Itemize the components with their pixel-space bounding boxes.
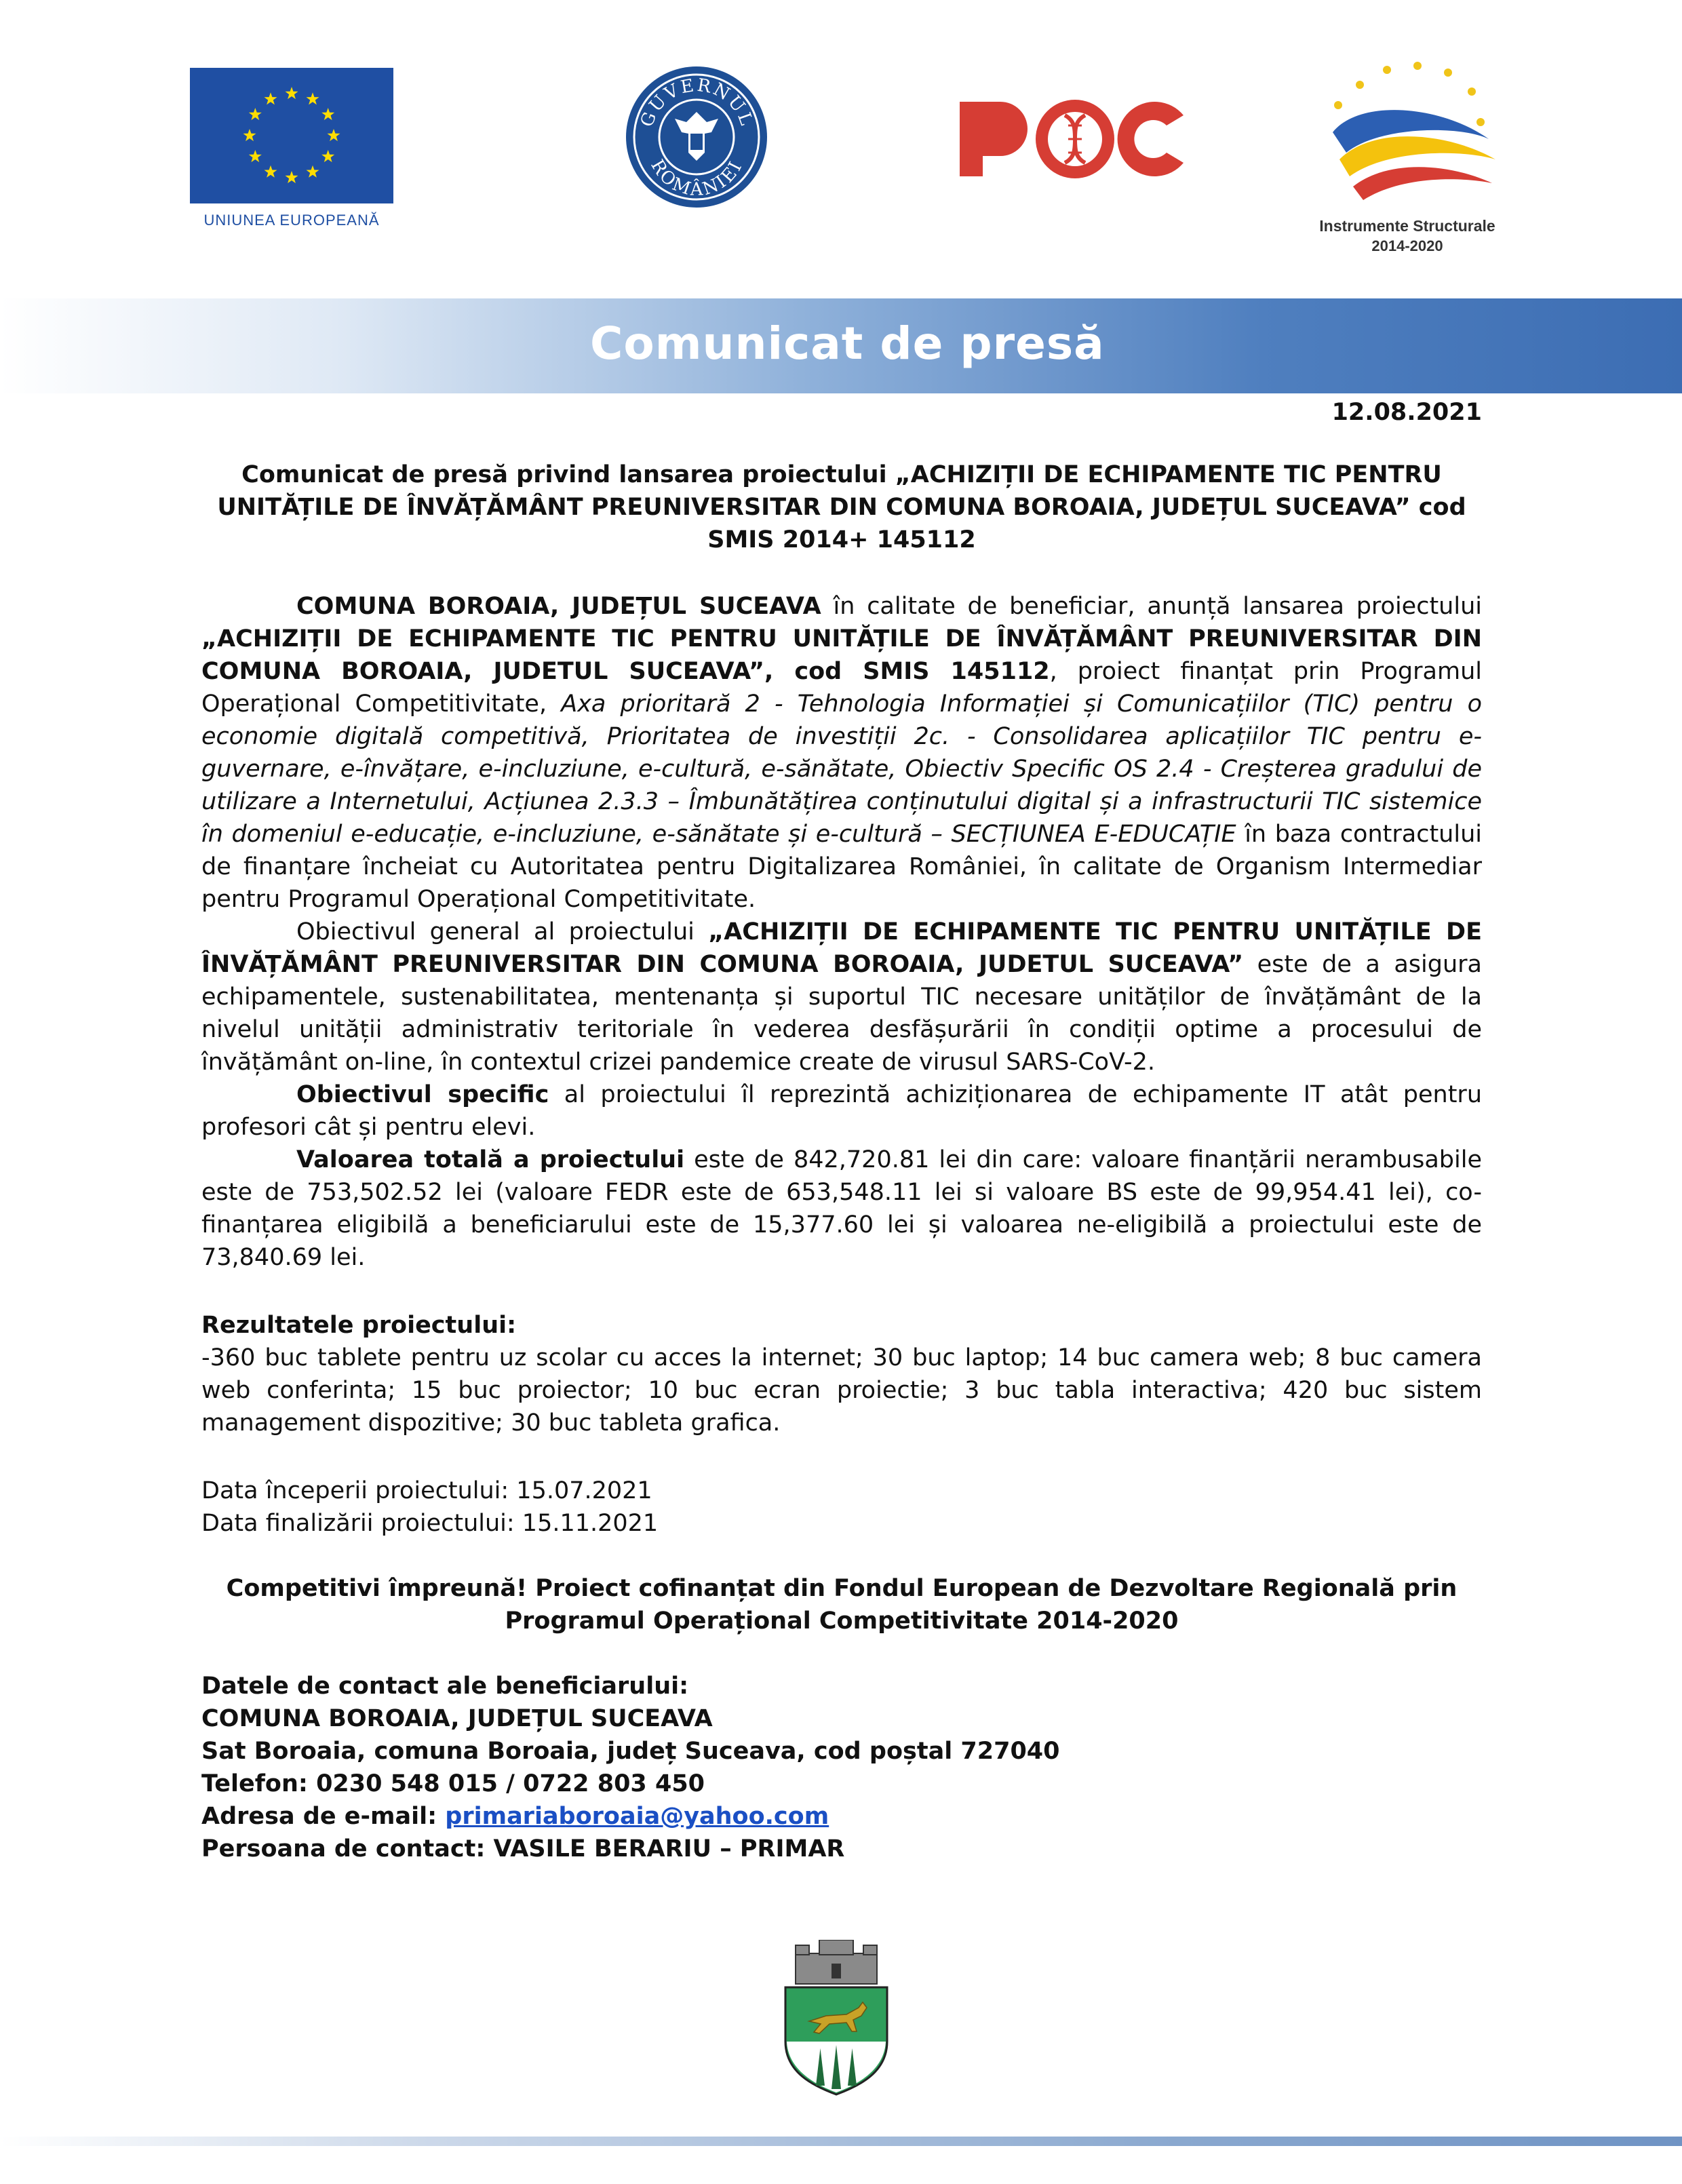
paragraph-announcement: [201, 590, 1482, 916]
gov-text-bottom: ROMÂNIEI: [646, 156, 747, 200]
email-link[interactable]: primariaboroaia@yahoo.com: [445, 1803, 829, 1830]
contact-address: Sat Boroaia, comuna Boroaia, județ Suceava, cod poștal 727040: [201, 1738, 1060, 1765]
document-date: 12.08.2021: [1331, 399, 1482, 426]
eu-flag-icon: [190, 68, 393, 203]
paragraph-text: în calitate de beneficiar, anunță lansarea proiectului: [821, 593, 1482, 620]
coat-of-arms-icon: [779, 1940, 894, 2096]
is-label-years: 2014-2020: [1371, 237, 1443, 254]
specific-objective-label: Obiectivul specific: [296, 1081, 549, 1108]
paragraph-text: este de a asigura echipamentele, sustenabilitatea, mentenanța și suportul TIC necesare unităților de învățământ de la nivelul unității administrativ teritoriale în vederea desfășurării în condiții optime a procesului de învățământ on-line, în contextul crizei pandemice create de virusul SARS-CoV-2.: [201, 951, 1483, 1076]
contact-phone: Telefon: 0230 548 015 / 0722 803 450: [201, 1770, 705, 1797]
intro-section: [201, 590, 1482, 1274]
paragraph-text: al proiectului îl reprezintă achiziționarea de echipamente IT atât pentru profesori cât și pentru elevi.: [201, 1081, 1482, 1141]
eu-star-icon: [328, 129, 340, 141]
paragraph-total-value: [201, 1144, 1482, 1274]
instrumente-structurale-logo: [1306, 58, 1509, 261]
footer-divider: [0, 2137, 1682, 2146]
eu-star-icon: [286, 171, 298, 183]
project-name: „ACHIZIȚII DE ECHIPAMENTE TIC PENTRU UNITĂȚILE DE ÎNVĂȚĂMÂNT PREUNIVERSITAR DIN COMUNA BOROAIA, JUDETUL SUCEAVA”: [201, 918, 1483, 978]
total-value-label: Valoarea totală a proiectului: [296, 1146, 685, 1173]
paragraph-text: este de 842,720.81 lei din care: valoare finanțării nerambusabile este de 753,502.52 lei (valoare FEDR este de 653,548.11 lei si valoare BS este de 99,954.41 lei), co-finanțarea eligibilă a beneficiarului este de 15,377.60 lei și valoarea ne-eligibilă a proiectului este de 73,840.69 lei.: [201, 1146, 1482, 1271]
eu-star-icon: [307, 92, 319, 104]
project-name: „ACHIZIȚII DE ECHIPAMENTE TIC PENTRU UNITĂȚILE DE ÎNVĂȚĂMÂNT PREUNIVERSITAR DIN COMUNA BOROAIA, JUDETUL SUCEAVA”, cod SMIS 145112: [201, 625, 1482, 685]
poc-logo: [960, 95, 1190, 183]
project-dates: [201, 1475, 1482, 1540]
beneficiary-name: COMUNA BOROAIA, JUDEȚUL SUCEAVA: [296, 593, 821, 620]
contact-person: Persoana de contact: VASILE BERARIU – PRIMAR: [201, 1835, 845, 1863]
start-date: Data începerii proiectului: 15.07.2021: [201, 1477, 652, 1504]
results-text: -360 buc tablete pentru uz scolar cu acces la internet; 30 buc laptop; 14 buc camera web; 8 buc camera web conferinta; 15 buc proiector; 10 buc ecran proiectie; 3 buc tabla interactiva; 420 buc sistem management dispozitive; 30 buc tableta grafica.: [201, 1344, 1482, 1437]
priority-axis-text: Axa prioritară 2 - Tehnologia Informației și Comunicațiilor (TIC) pentru o economie digitală competitivă, Prioritatea de investiții 2c. - Consolidarea aplicațiilor TIC pentru e-guvernare, e-învățare, e-incluziune, e-cultură, e-sănătate, Obiectiv Specific OS 2.4 - Creșterea gradului de utilizare a Internetului, Acțiunea 2.3.3 – Îmbunătățirea conținutului digital și a infrastructurii TIC sistemice în domeniul e-educație, e-incluziune, e-sănătate și e-cultură – SECȚIUNEA E-EDUCAȚIE: [201, 690, 1482, 848]
banner-title: Comunicat de presă: [590, 317, 1105, 370]
end-date: Data finalizării proiectului: 15.11.2021: [201, 1510, 659, 1537]
slogan: Competitivi împreună! Proiect cofinanțat din Fondul European de Dezvoltare Regională prin Programul Operațional Competitivitate 2014-2020: [226, 1575, 1458, 1635]
contact-section: [201, 1670, 1482, 1865]
contact-name: COMUNA BOROAIA, JUDEȚUL SUCEAVA: [201, 1705, 713, 1732]
paragraph-general-objective: [201, 916, 1482, 1078]
eu-star-icon: [321, 150, 334, 162]
eu-logo: [190, 68, 393, 237]
results-section: [201, 1309, 1482, 1439]
paragraph-specific-objective: [201, 1078, 1482, 1144]
eu-star-icon: [307, 165, 319, 178]
is-label-title: Instrumente Structurale: [1319, 217, 1495, 235]
eu-star-icon: [249, 108, 262, 120]
eu-star-icon: [321, 108, 334, 120]
eu-label: UNIUNEA EUROPEANĂ: [203, 212, 380, 229]
press-release-banner: [0, 298, 1682, 393]
paragraph-text: , proiect finanțat prin Programul Operațional Competitivitate,: [201, 658, 1482, 718]
paragraph-text: Obiectivul general al proiectului: [296, 918, 709, 945]
paragraph-text: în baza contractului de finanțare încheiat cu Autoritatea pentru Digitalizarea României, în calitate de Organism Intermediar pentru Programul Operațional Competitivitate.: [201, 821, 1482, 913]
email-label: Adresa de e-mail:: [201, 1803, 446, 1830]
eu-star-icon: [286, 87, 298, 99]
contact-email-row: [201, 1800, 1482, 1833]
results-title: Rezultatele proiectului:: [201, 1312, 517, 1339]
gov-text-top: GUVERNUL: [636, 75, 758, 130]
eu-star-icon: [243, 129, 256, 141]
eu-star-icon: [265, 165, 277, 178]
eu-star-icon: [265, 92, 277, 104]
document-heading: Comunicat de presă privind lansarea proiectului „ACHIZIȚII DE ECHIPAMENTE TIC PENTRU UNITĂȚILE DE ÎNVĂȚĂMÂNT PREUNIVERSITAR DIN COMUNA BOROAIA, JUDEȚUL SUCEAVA” cod SMIS 2014+ 145112: [217, 461, 1466, 553]
eu-star-icon: [249, 150, 262, 162]
government-logo: [624, 64, 770, 210]
contact-title: Datele de contact ale beneficiarului:: [201, 1673, 689, 1700]
